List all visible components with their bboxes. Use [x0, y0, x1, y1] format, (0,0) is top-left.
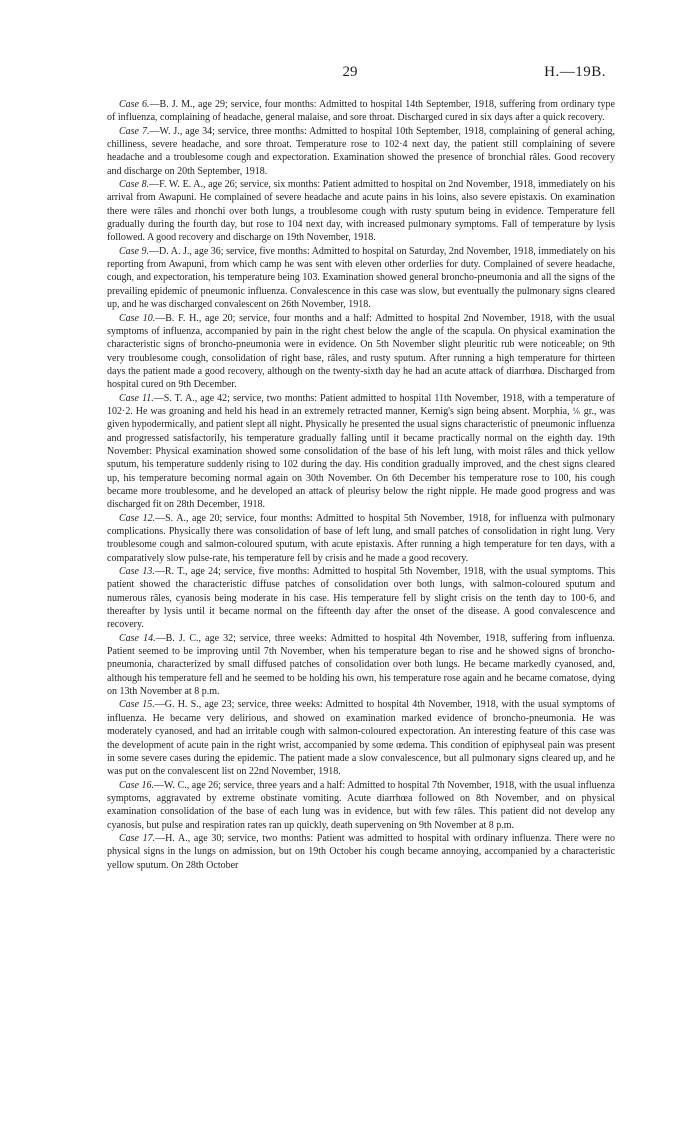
case-10-paragraph	[107, 312, 615, 392]
case-12-paragraph	[107, 512, 615, 565]
case-17-paragraph	[107, 832, 615, 872]
case-15-paragraph	[107, 698, 615, 778]
case-11-paragraph	[107, 392, 615, 512]
case-text: —W. C., age 26; service, three years and a half: Admitted to hospital 7th November, 1918, with the usual influenza symptoms, aggravated by extreme obstinate vomiting. Acute diarrhœa followed on 8th November, and on physical examination consolidation of the base of each lung was in evidence, but with few râles. This patient did not develop any cyanosis, but pulse and respiration rates ran up quickly, death supervening on 9th November at 8 p.m.	[107, 779, 615, 831]
case-text: —B. J. C., age 32; service, three weeks: Admitted to hospital 4th November, 1918, suffering from influenza. Patient seemed to be improving until 7th November, when his temperature began to rise and he showed signs of broncho-pneumonia, characterized by small diffused patches of consolidation over both lungs. He became markedly cyanosed, and, although his temperature fell and he seemed to be holding his own, his temperature rose again and he became comatose, dying on 13th November at 8 p.m.	[107, 632, 616, 698]
case-label: Case 15.	[119, 699, 155, 711]
case-7-paragraph	[107, 125, 615, 178]
case-text: —S. A., age 20; service, four months: Admitted to hospital 5th November, 1918, for influenza with pulmonary complications. Physically there was consolidation of base of left lung, and small patches of consolidation in right lung. Very troublesome cough and salmon-coloured sputum, with acute epistaxis. After running a high temperature for ten days, with a comparatively slow pulse-rate, his temperature fell by crisis and he made a good recovery.	[107, 512, 616, 564]
case-label: Case 6.	[119, 99, 150, 110]
case-reports	[107, 98, 615, 872]
case-9-paragraph	[107, 245, 615, 312]
case-text: —F. W. E. A., age 26; service, six months: Patient admitted to hospital on 2nd November, 1918, immediately on his arrival from Awapuni. He complained of severe headache and acute pains in his loins, also severe epistaxis. On examination there were râles and rhonchi over both lungs, a troublesome cough with rusty sputum being in evidence. Temperature fell gradually during the fourth day, but rose to 104 next day, with increased pulmonary symptoms. Fall of temperature by lysis followed. A good recovery and discharge on 19th November, 1918.	[107, 179, 615, 244]
case-14-paragraph	[107, 632, 615, 699]
case-text: gr., was given hypodermically, and patient slept all night. Physically he presented the usual signs characteristic of pneumonic influenza and progressed satisfactorily, his temperature gradually falling until it became practically normal on the eighth day. 19th November: Physical examination showed some consolidation of the base of his left lung, with moist râles and thick yellow sputum, his temperature suddenly rising to 102 during the day. His condition gradually improved, and the chest signs cleared up, his temperature becoming normal again on 30th November. On 6th December his temperature rose to 100, his cough became more troublesome, and he developed an attack of pleurisy below the right nipple. He made good progress and was discharged fit on 28th December, 1918.	[107, 405, 615, 511]
case-text: —S. T. A., age 42; service, two months: Patient admitted to hospital 11th November, 1918, with a temperature of 102·2. He was groaning and held his head in an extremely retracted manner, Kernig's sign being absent. Morphia,	[107, 392, 615, 417]
page-number: 29	[342, 64, 358, 80]
case-label: Case 9.	[119, 245, 150, 257]
case-label: Case 14.	[119, 632, 156, 644]
case-13-paragraph	[107, 565, 615, 632]
case-text: —G. H. S., age 23; service, three weeks: Admitted to hospital 4th November, 1918, with the usual symptoms of influenza. He became very delirious, and showed on examination marked evidence of broncho-pneumonia. He was moderately cyanosed, and had an irritable cough with salmon-coloured expectoration. An interesting feature of this case was the development of acute pain in the right wrist, accompanied by some œdema. This condition of epiphyseal pain was present in some severe cases during the epidemic. The patient made a slow convalescence, but all pulmonary signs cleared up, and he was put on the convalescent list on 22nd November, 1918.	[107, 699, 616, 778]
case-label: Case 8.	[119, 179, 150, 191]
case-label: Case 16.	[119, 779, 155, 791]
case-16-paragraph	[107, 779, 615, 832]
case-6-paragraph	[107, 98, 615, 125]
case-label: Case 11.	[119, 392, 154, 404]
case-label: Case 17.	[119, 832, 156, 844]
dose-fraction: ⅙	[572, 406, 581, 416]
case-text: —D. A. J., age 36; service, five months: Admitted to hospital on Saturday, 2nd November, 1918, immediately on his reporting from Awapuni, from which camp he was sent with eleven other orderlies for duty. Complained of severe headache, cough, and expectoration, his temperature being 103. Examination showed general broncho-pneumonia and all the signs of the prevailing epidemic of pneumonic influenza. Convalescence in this case was slow, but eventually the pulmonary signs cleared up, and he was discharged convalescent on 26th November, 1918.	[107, 245, 615, 311]
case-label: Case 13.	[119, 566, 155, 578]
document-code: H.—19B.	[544, 64, 606, 80]
case-label: Case 12.	[119, 512, 156, 524]
case-text: —B. J. M., age 29; service, four months: Admitted to hospital 14th September, 1918, suffering from ordinary type of influenza, complaining of headache, general malaise, and sore throat. Discharged cured in six days after a quick recovery.	[107, 99, 615, 124]
case-8-paragraph	[107, 178, 615, 245]
case-label: Case 7.	[119, 125, 150, 137]
case-label: Case 10.	[119, 312, 156, 324]
case-text: —H. A., age 30; service, two months: Patient was admitted to hospital with ordinary influenza. There were no physical signs in the lungs on admission, but on 19th October his cough became annoying, accompanied by a characteristic yellow sputum. On 28th October	[107, 832, 615, 871]
case-text: —B. F. H., age 20; service, four months and a half: Admitted to hospital 2nd November, 1918, with the usual symptoms of influenza, accompanied by pain in the right chest below the angle of the scapula. On physical examination the characteristic signs of broncho-pneumonia were in evidence. On 5th November slight pleuritic rub were noticeable; on 9th very troublesome cough, consolidation of right base, râles, and rusty sputum. After running a high temperature for thirteen days the patient made a good recovery, although on the twenty-sixth day he had an acute attack of diarrhœa. Discharged from hospital cured on 9th December.	[107, 312, 616, 391]
case-text: —R. T., age 24; service, five months: Admitted to hospital 5th November, 1918, with the usual symptoms. This patient showed the characteristic diffuse patches of consolidation over both lungs, with salmon-coloured sputum and numerous râles, cyanosis being moderate in his case. His temperature fell by slight crisis on the tenth day to 100·6, and thereafter by lysis until it became normal on the fifteenth day after the onset of the disease. A good convalescence and recovery.	[107, 566, 616, 631]
case-text: —W. J., age 34; service, three months: Admitted to hospital 10th September, 1918, complaining of general aching, chilliness, severe headache, and sore throat. Temperature rose to 102·4 next day, the patient still complaining of severe headache and a troublesome cough and expectoration. Examination showed the presence of bronchial râles. Good recovery and discharge on 20th September, 1918.	[107, 125, 615, 177]
